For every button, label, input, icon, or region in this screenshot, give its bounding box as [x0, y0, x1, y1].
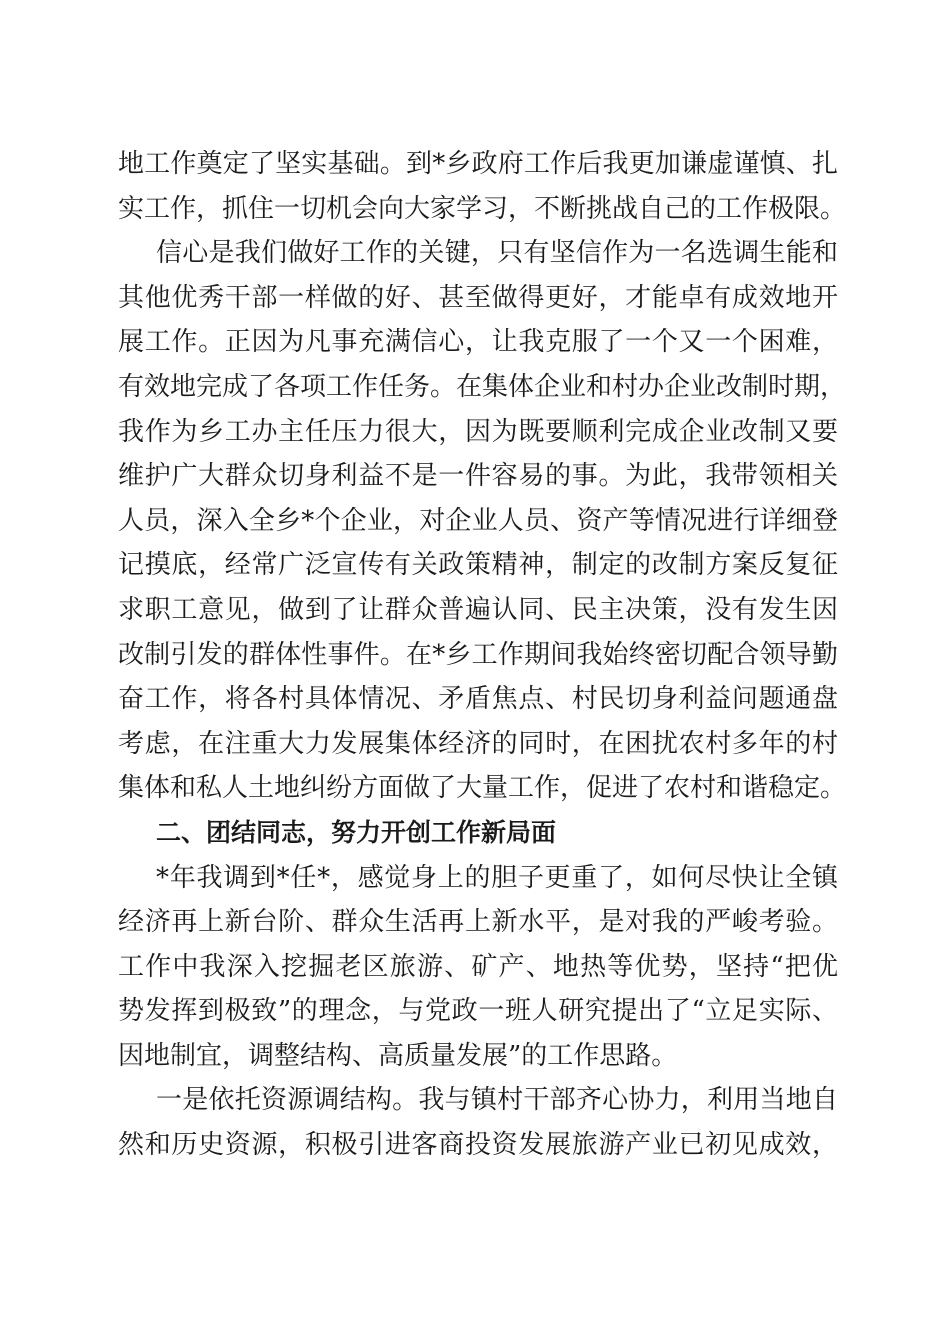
text-line: 信心是我们做好工作的关键，只有坚信作为一名选调生能和 [156, 238, 838, 269]
text-line: 有效地完成了各项工作任务。在集体企业和村办企业改制时期， [118, 371, 847, 402]
text-line: 实工作，抓住一切机会向大家学习，不断挑战自己的工作极限。 [118, 193, 847, 224]
text-line: 因地制宜，调整结构、高质量发展”的工作思路。 [118, 1040, 678, 1071]
document-body [118, 142, 847, 1168]
text-line: 奋工作，将各村具体情况、矛盾焦点、村民切身利益问题通盘 [118, 684, 838, 715]
text-line: 求职工意见，做到了让群众普遍认同、民主决策，没有发生因 [118, 594, 838, 625]
text-line: 集体和私人土地纠纷方面做了大量工作，促进了农村和谐稳定。 [118, 773, 847, 804]
text-line: 地工作奠定了坚实基础。到*乡政府工作后我更加谦虚谨慎、扎 [118, 149, 838, 179]
text-line: 人员，深入全乡*个企业，对企业人员、资产等情况进行详细登 [118, 505, 838, 536]
text-line: 维护广大群众切身利益不是一件容易的事。为此，我带领相关 [118, 461, 838, 492]
text-line: 势发挥到极致”的理念，与党政一班人研究提出了“立足实际、 [118, 996, 838, 1027]
text-line: 工作中我深入挖掘老区旅游、矿产、地热等优势，坚持“把优 [118, 951, 838, 982]
section-heading: 二、团结同志，努力开创工作新局面 [156, 817, 557, 847]
text-line: 考虑，在注重大力发展集体经济的同时，在困扰农村多年的村 [118, 728, 838, 759]
text-line: 其他优秀干部一样做的好、甚至做得更好，才能卓有成效地开 [118, 282, 838, 313]
text-line: *年我调到*任*，感觉身上的胆子更重了，如何尽快让全镇 [156, 862, 838, 893]
text-line: 记摸底，经常广泛宣传有关政策精神，制定的改制方案反复征 [118, 550, 838, 581]
text-line: 我作为乡工办主任压力很大，因为既要顺利完成企业改制又要 [118, 416, 838, 447]
text-line: 改制引发的群体性事件。在*乡工作期间我始终密切配合领导勤 [118, 639, 838, 670]
text-line: 一是依托资源调结构。我与镇村干部齐心协力，利用当地自 [156, 1085, 838, 1116]
text-line: 经济再上新台阶、群众生活再上新水平，是对我的严峻考验。 [118, 907, 838, 938]
text-line: 然和历史资源，积极引进客商投资发展旅游产业已初见成效， [118, 1130, 838, 1161]
text-line: 展工作。正因为凡事充满信心，让我克服了一个又一个困难， [118, 327, 838, 358]
